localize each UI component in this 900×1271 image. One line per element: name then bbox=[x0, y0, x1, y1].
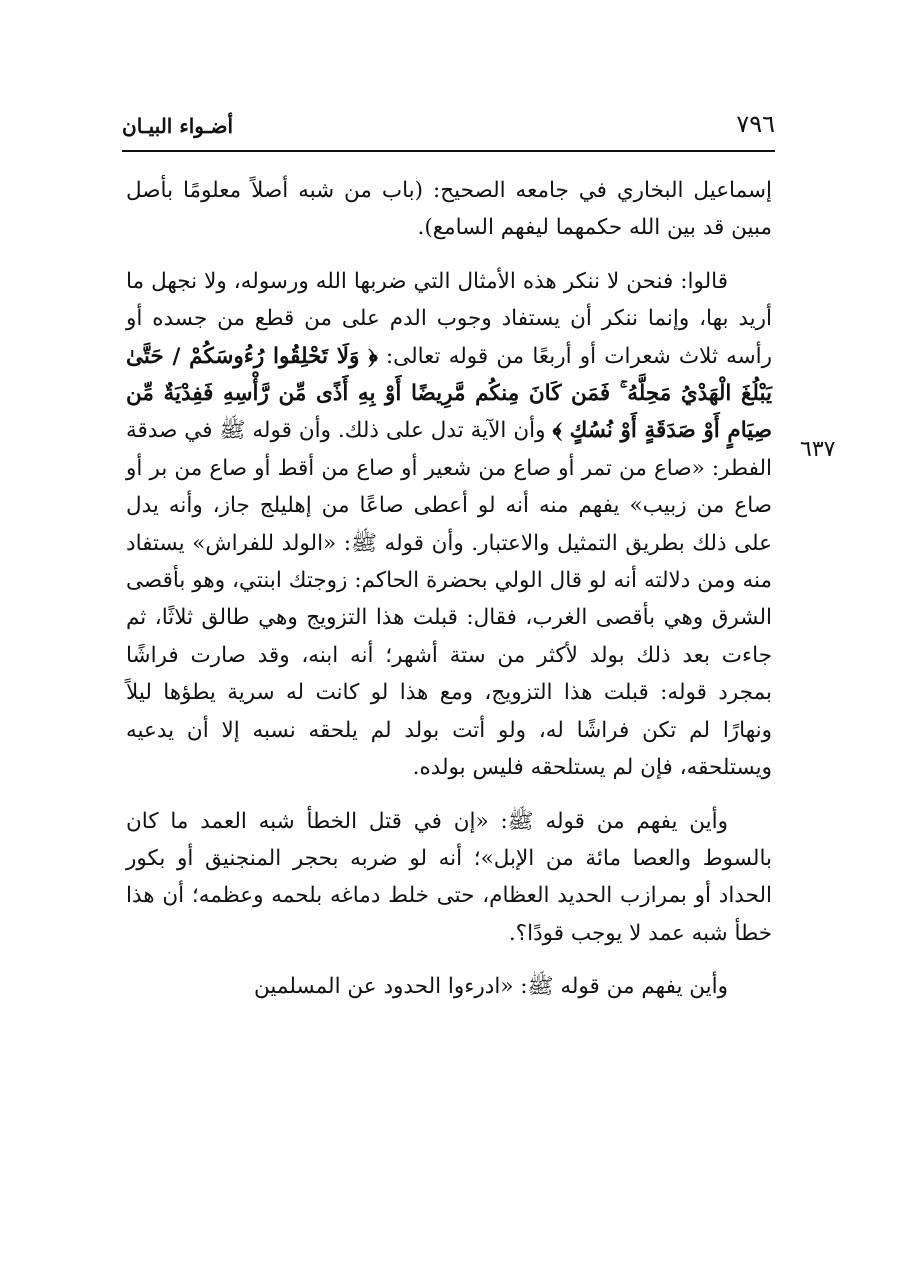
page-body bbox=[126, 172, 772, 1006]
paragraph-qalu-text: قالوا: فنحن لا ننكر هذه الأمثال التي ضربها الله ورسوله، ولا نجهل ما أريد بها، وإنما ننكر أن يستفاد وجوب الدم على من قطع من جسده أو رأسه ثلاث شعرات أو أربعًا من قوله تعالى: bbox=[126, 268, 772, 369]
page-number: ٧٩٦ bbox=[736, 110, 775, 138]
paragraph-hudud: وأين يفهم من قوله ﷺ: «ادرءوا الحدود عن المسلمين bbox=[254, 974, 728, 1000]
paragraph-khata: وأين يفهم من قوله ﷺ: «إن في قتل الخطأ شبه العمد ما كان بالسوط والعصا مائة من الإبل»؛ أنه لو ضربه بحجر المنجنيق أو بكور الحداد أو بمرازب الحديد العظام، حتى خلط دماغه بلحمه وعظمه؛ أن هذا خطأ شبه عمد لا يوجب قودًا؟. bbox=[126, 808, 772, 946]
paragraph-qalu bbox=[126, 263, 772, 787]
page-header bbox=[122, 108, 775, 152]
paragraph-continuation: إسماعيل البخاري في جامعه الصحيح: (باب من شبه أصلاً معلومًا بأصل مبين قد بين الله حكمهما ليفهم السامع). bbox=[126, 178, 772, 241]
header-divider bbox=[122, 150, 775, 152]
book-title: أضـواء البيـان bbox=[122, 114, 234, 138]
margin-reference-number: ٦٣٧ bbox=[800, 437, 836, 462]
quran-verse: ﴿ وَلَا تَحْلِقُوا رُءُوسَكُمْ / حَتَّىٰ يَبْلُغَ الْهَدْيُ مَحِلَّهُ ۚ فَمَن كَانَ مِنكُم مَّرِيضًا أَوْ بِهِ أَذًى مِّن رَّأْسِهِ فَفِدْيَةٌ مِّن صِيَامٍ أَوْ صَدَقَةٍ أَوْ نُسُكٍ ﴾ bbox=[126, 343, 772, 444]
paragraph-qalu-continued: وأن الآية تدل على ذلك. وأن قوله ﷺ في صدقة الفطر: «صاع من تمر أو صاع من شعير أو صاع من أقط أو صاع من بر أو صاع من زبيب» يفهم منه أنه لو أعطى صاعًا من إهليلج جاز، وأنه يدل على ذلك بطريق التمثيل والاعتبار. وأن قوله ﷺ: «الولد للفراش» يستفاد منه ومن دلالته أنه لو قال الولي بحضرة الحاكم: زوجتك ابنتي، وهو بأقصى الشرق وهي بأقصى الغرب، فقال: قبلت هذا التزويج وهي طالق ثلاثًا، ثم جاءت بعد ذلك بولد لأكثر من ستة أشهر؛ أنه ابنه، وقد صارت فراشًا بمجرد قوله: قبلت هذا التزويج، ومع هذا لو كانت له سرية يطؤها ليلاً ونهارًا لم تكن فراشًا له، ولو أتت بولد لم يلحقه نسبه إلا أن يدعيه ويستلحقه، فإن لم يستلحقه فليس بولده. bbox=[126, 418, 772, 781]
